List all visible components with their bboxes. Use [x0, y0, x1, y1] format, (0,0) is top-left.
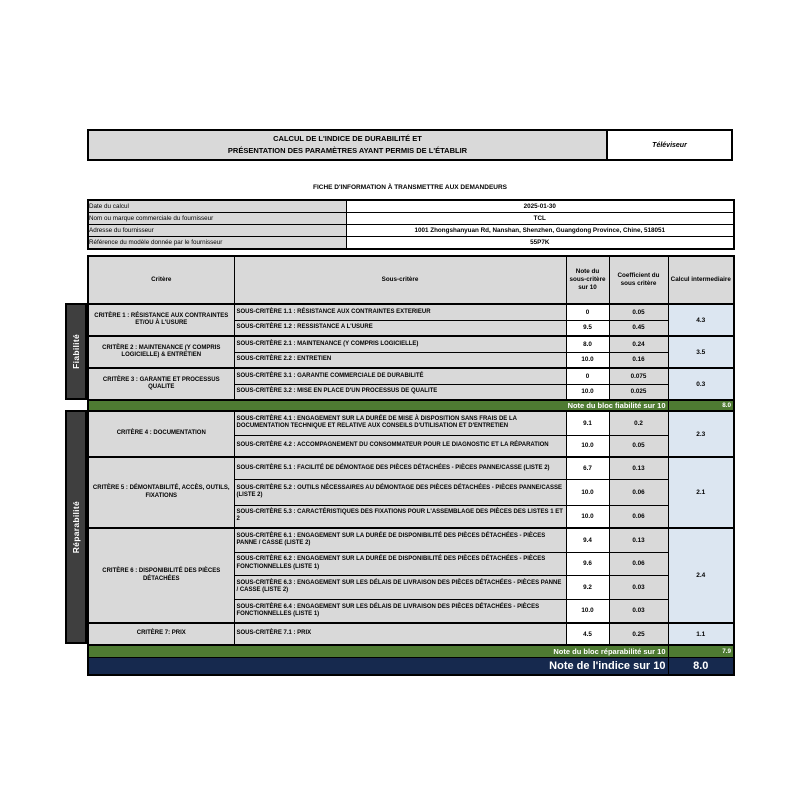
sous-critere-cell: SOUS-CRITÈRE 3.1 : GARANTIE COMMERCIALE DE DURABILITÉ	[234, 368, 566, 384]
note-cell: 10.0	[566, 435, 609, 457]
note-cell: 9.6	[566, 552, 609, 575]
final-score-row	[88, 657, 734, 675]
table-row	[88, 411, 734, 435]
coefficient-cell: 0.05	[609, 304, 668, 320]
title-row	[87, 129, 733, 161]
note-cell: 9.2	[566, 575, 609, 599]
info-label: Nom ou marque commerciale du fournisseur	[88, 213, 346, 225]
note-cell: 8.0	[566, 336, 609, 352]
sous-critere-cell: SOUS-CRITÈRE 6.2 : ENGAGEMENT SUR LA DURÉE DE DISPONIBILITÉ DES PIÈCES DÉTACHÉES - PIÈCES FONCTIONNELLES (LISTE 1)	[234, 552, 566, 575]
coefficient-cell: 0.05	[609, 435, 668, 457]
note-cell: 9.1	[566, 411, 609, 435]
info-row	[88, 237, 734, 250]
calcul-cell: 2.1	[668, 457, 734, 528]
table-row	[88, 368, 734, 384]
header-sous-critere: Sous-critère	[234, 256, 566, 304]
note-cell: 10.0	[566, 599, 609, 623]
final-score-value: 8.0	[668, 657, 734, 675]
calcul-cell: 3.5	[668, 336, 734, 368]
critere-cell: CRITÈRE 4 : DOCUMENTATION	[88, 411, 234, 457]
critere-cell: CRITÈRE 7: PRIX	[88, 623, 234, 645]
calcul-cell: 0.3	[668, 368, 734, 400]
info-label: Date du calcul	[88, 200, 346, 213]
reparabilite-score-row	[88, 645, 734, 657]
table-row	[88, 336, 734, 352]
sheet-subtitle: FICHE D'INFORMATION À TRANSMETTRE AUX DEMANDEURS	[312, 184, 507, 191]
coefficient-cell: 0.06	[609, 505, 668, 528]
coefficient-cell: 0.06	[609, 552, 668, 575]
coefficient-cell: 0.06	[609, 479, 668, 505]
product-type-box: Téléviseur	[608, 129, 733, 161]
coefficient-cell: 0.075	[609, 368, 668, 384]
sheet-title	[87, 129, 608, 161]
critere-cell: CRITÈRE 5 : DÉMONTABILITÉ, ACCÈS, OUTILS, FIXATIONS	[88, 457, 234, 528]
sous-critere-cell: SOUS-CRITÈRE 7.1 : PRIX	[234, 623, 566, 645]
critere-cell: CRITÈRE 6 : DISPONIBILITÉ DES PIÈCES DÉTACHÉES	[88, 528, 234, 623]
note-cell: 9.5	[566, 320, 609, 336]
sous-critere-cell: SOUS-CRITÈRE 5.2 : OUTILS NÉCESSAIRES AU DÉMONTAGE DES PIÈCES DÉTACHÉES - PIÈCES PANNE/CASSE (LISTE 2)	[234, 479, 566, 505]
fiabilite-score-row	[88, 400, 734, 411]
sous-critere-cell: SOUS-CRITÈRE 6.4 : ENGAGEMENT SUR LES DÉLAIS DE LIVRAISON DES PIÈCES DÉTACHÉES - PIÈCES FONCTIONNELLES (LISTE 1)	[234, 599, 566, 623]
sous-critere-cell: SOUS-CRITÈRE 3.2 : MISE EN PLACE D'UN PROCESSUS DE QUALITE	[234, 384, 566, 400]
calcul-cell: 2.4	[668, 528, 734, 623]
sheet-title-line2: PRÉSENTATION DES PARAMÈTRES AYANT PERMIS DE L'ÉTABLIR	[227, 146, 468, 155]
sous-critere-cell: SOUS-CRITÈRE 2.2 : ENTRETIEN	[234, 352, 566, 368]
note-cell: 10.0	[566, 479, 609, 505]
info-label: Référence du modèle donnée par le fournisseur	[88, 237, 346, 250]
note-cell: 0	[566, 368, 609, 384]
header-note: Note du sous-critère sur 10	[566, 256, 609, 304]
fiabilite-score-label: Note du bloc fiabilité sur 10	[88, 400, 668, 411]
criteria-table	[87, 255, 735, 676]
coefficient-cell: 0.16	[609, 352, 668, 368]
calcul-cell: 1.1	[668, 623, 734, 645]
table-row	[88, 528, 734, 552]
coefficient-cell: 0.13	[609, 457, 668, 479]
sous-critere-cell: SOUS-CRITÈRE 5.3 : CARACTÉRISTIQUES DES FIXATIONS POUR L'ASSEMBLAGE DES PIÈCES DES LISTES 1 ET 2	[234, 505, 566, 528]
critere-cell: CRITÈRE 3 : GARANTIE ET PROCESSUS QUALITE	[88, 368, 234, 400]
reparabilite-score-value: 7.9	[668, 645, 734, 657]
coefficient-cell: 0.25	[609, 623, 668, 645]
header-calcul: Calcul intermediaire	[668, 256, 734, 304]
sous-critere-cell: SOUS-CRITÈRE 6.1 : ENGAGEMENT SUR LA DURÉE DE DISPONIBILITÉ DES PIÈCES DÉTACHÉES - PIÈCES PANNE / CASSE (LISTE 2)	[234, 528, 566, 552]
fiabilite-score-value: 8.0	[668, 400, 734, 411]
supplier-info-table	[87, 199, 735, 250]
reparabilite-side-block	[65, 410, 87, 644]
coefficient-cell: 0.2	[609, 411, 668, 435]
coefficient-cell: 0.025	[609, 384, 668, 400]
note-cell: 4.5	[566, 623, 609, 645]
table-row	[88, 457, 734, 479]
note-cell: 10.0	[566, 352, 609, 368]
table-row	[88, 623, 734, 645]
fiabilite-side-block	[65, 303, 87, 400]
coefficient-cell: 0.24	[609, 336, 668, 352]
reparabilite-side-label: Réparabilité	[71, 500, 81, 554]
note-cell: 9.4	[566, 528, 609, 552]
info-value: 2025-01-30	[346, 200, 734, 213]
critere-cell: CRITÈRE 2 : MAINTENANCE (Y COMPRIS LOGICIELLE) & ENTRETIEN	[88, 336, 234, 368]
sous-critere-cell: SOUS-CRITÈRE 1.2 : RESSISTANCE A L'USURE	[234, 320, 566, 336]
info-row	[88, 225, 734, 237]
info-value: TCL	[346, 213, 734, 225]
critere-cell: CRITÈRE 1 : RÉSISTANCE AUX CONTRAINTES ET/OU À L'USURE	[88, 304, 234, 336]
coefficient-cell: 0.03	[609, 599, 668, 623]
final-score-label: Note de l'indice sur 10	[88, 657, 668, 675]
calcul-cell: 2.3	[668, 411, 734, 457]
table-row	[88, 304, 734, 320]
sous-critere-cell: SOUS-CRITÈRE 4.1 : ENGAGEMENT SUR LA DURÉE DE MISE À DISPOSITION SANS FRAIS DE LA DOCUMENTATION TECHNIQUE ET RELATIVE AUX CONSEILS D'UTILISATION ET D'ENTRETIEN	[234, 411, 566, 435]
info-label: Adresse du fournisseur	[88, 225, 346, 237]
sheet-title-line1: CALCUL DE L'INDICE DE DURABILITÉ ET	[273, 134, 422, 143]
info-value: 1001 Zhongshanyuan Rd, Nanshan, Shenzhen, Guangdong Province, Chine, 518051	[346, 225, 734, 237]
header-coefficient: Coefficient du sous critère	[609, 256, 668, 304]
sous-critere-cell: SOUS-CRITÈRE 4.2 : ACCOMPAGNEMENT DU CONSOMMATEUR POUR LE DIAGNOSTIC ET LA RÉPARATION	[234, 435, 566, 457]
coefficient-cell: 0.03	[609, 575, 668, 599]
note-cell: 6.7	[566, 457, 609, 479]
calcul-cell: 4.3	[668, 304, 734, 336]
note-cell: 0	[566, 304, 609, 320]
info-row	[88, 200, 734, 213]
header-critere: Critère	[88, 256, 234, 304]
sous-critere-cell: SOUS-CRITÈRE 1.1 : RÉSISTANCE AUX CONTRAINTES EXTERIEUR	[234, 304, 566, 320]
sous-critere-cell: SOUS-CRITÈRE 6.3 : ENGAGEMENT SUR LES DÉLAIS DE LIVRAISON DES PIÈCES DÉTACHÉES - PIÈCES PANNE / CASSE (LISTE 2)	[234, 575, 566, 599]
table-header-row	[88, 256, 734, 304]
coefficient-cell: 0.45	[609, 320, 668, 336]
note-cell: 10.0	[566, 505, 609, 528]
reparabilite-score-label: Note du bloc réparabilité sur 10	[88, 645, 668, 657]
sous-critere-cell: SOUS-CRITÈRE 5.1 : FACILITÉ DE DÉMONTAGE DES PIÈCES DÉTACHÉES - PIÈCES PANNE/CASSE (LISTE 2)	[234, 457, 566, 479]
fiabilite-side-label: Fiabilité	[71, 334, 81, 369]
info-row	[88, 213, 734, 225]
coefficient-cell: 0.13	[609, 528, 668, 552]
sous-critere-cell: SOUS-CRITÈRE 2.1 : MAINTENANCE (Y COMPRIS LOGICIELLE)	[234, 336, 566, 352]
info-value: 55P7K	[346, 237, 734, 250]
note-cell: 10.0	[566, 384, 609, 400]
